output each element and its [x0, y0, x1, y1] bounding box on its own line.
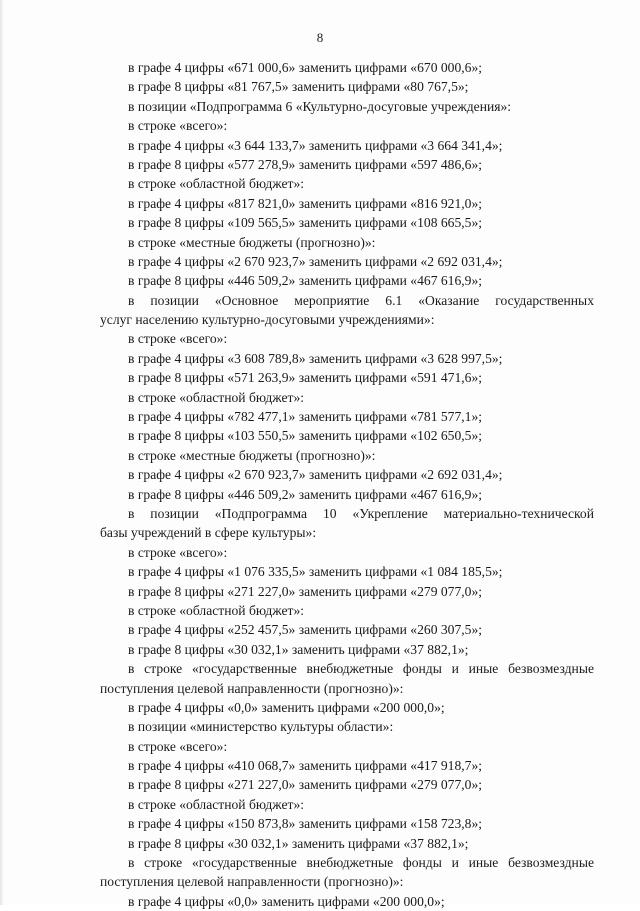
text-line: в позиции «Подпрограмма 10 «Укрепление материально-технической — [128, 505, 594, 521]
text-line: базы учреждений в сфере культуры»: — [100, 525, 317, 541]
text-line: в графе 4 цифры «2 670 923,7» заменить цифрами «2 692 031,4»; — [128, 253, 503, 269]
text-line: в строке «областной бюджет»: — [128, 602, 305, 618]
text-line: в строке «всего»: — [128, 738, 228, 754]
text-line: в графе 4 цифры «3 608 789,8» заменить цифрами «3 628 997,5»; — [128, 350, 503, 366]
text-line: в графе 8 цифры «446 509,2» заменить цифрами «467 616,9»; — [128, 486, 483, 502]
text-line: услуг населению культурно-досуговыми учреждениями»: — [100, 312, 435, 328]
text-line: в графе 8 цифры «271 227,0» заменить цифрами «279 077,0»; — [128, 777, 483, 793]
text-line: в графе 4 цифры «2 670 923,7» заменить цифрами «2 692 031,4»; — [128, 467, 503, 483]
text-line: в строке «областной бюджет»: — [128, 796, 305, 812]
text-line: в строке «областной бюджет»: — [128, 389, 305, 405]
text-line: в графе 4 цифры «3 644 133,7» заменить цифрами «3 664 341,4»; — [128, 137, 503, 153]
text-line: в графе 4 цифры «1 076 335,5» заменить цифрами «1 084 185,5»; — [128, 564, 503, 580]
text-line: в строке «областной бюджет»: — [128, 176, 305, 192]
text-line: в графе 4 цифры «150 873,8» заменить цифрами «158 723,8»; — [128, 816, 483, 832]
text-line: в графе 4 цифры «252 457,5» заменить цифрами «260 307,5»; — [128, 622, 483, 638]
text-line: в графе 8 цифры «30 032,1» заменить цифрами «37 882,1»; — [128, 641, 469, 657]
text-line: в графе 8 цифры «571 263,9» заменить цифрами «591 471,6»; — [128, 370, 483, 386]
text-line: в строке «государственные внебюджетные фонды и иные безвозмездные — [128, 855, 594, 871]
text-line: в строке «всего»: — [128, 331, 228, 347]
text-line: в графе 4 цифры «410 068,7» заменить цифрами «417 918,7»; — [128, 758, 483, 774]
text-line: в строке «государственные внебюджетные фонды и иные безвозмездные — [128, 661, 594, 677]
text-line: в строке «всего»: — [128, 118, 228, 134]
text-line: в графе 8 цифры «446 509,2» заменить цифрами «467 616,9»; — [128, 273, 483, 289]
text-line: поступления целевой направленности (прогнозно)»: — [100, 680, 404, 696]
text-line: поступления целевой направленности (прогнозно)»: — [100, 874, 404, 890]
text-line: в графе 4 цифры «782 477,1» заменить цифрами «781 577,1»; — [128, 409, 483, 425]
text-line: в графе 4 цифры «0,0» заменить цифрами «200 000,0»; — [128, 699, 445, 715]
text-line: в графе 8 цифры «103 550,5» заменить цифрами «102 650,5»; — [128, 428, 483, 444]
document-body — [100, 58, 594, 911]
text-line: в строке «всего»: — [128, 544, 228, 560]
text-line: в позиции «Основное мероприятие 6.1 «Оказание государственных — [128, 292, 594, 308]
text-line: в графе 8 цифры «30 032,1» заменить цифрами «37 882,1»; — [128, 835, 469, 851]
text-line: в строке «местные бюджеты (прогнозно)»: — [128, 447, 376, 463]
text-line: в позиции «министерство культуры области»: — [128, 719, 394, 735]
text-line: в позиции «Подпрограмма 6 «Культурно-досуговые учреждения»: — [128, 98, 512, 114]
page-number: 8 — [316, 30, 324, 45]
scan-edge-shadow — [0, 0, 4, 905]
text-line: в графе 8 цифры «81 767,5» заменить цифрами «80 767,5»; — [128, 79, 469, 95]
text-line: в графе 4 цифры «671 000,6» заменить цифрами «670 000,6»; — [128, 60, 483, 75]
text-line: в графе 4 цифры «817 821,0» заменить цифрами «816 921,0»; — [128, 195, 483, 211]
text-line: в графе 8 цифры «109 565,5» заменить цифрами «108 665,5»; — [128, 215, 483, 231]
text-line: в графе 8 цифры «577 278,9» заменить цифрами «597 486,6»; — [128, 156, 483, 172]
text-line: в графе 4 цифры «0,0» заменить цифрами «200 000,0»; — [128, 893, 445, 909]
text-line: в графе 8 цифры «271 227,0» заменить цифрами «279 077,0»; — [128, 583, 483, 599]
text-line: в строке «местные бюджеты (прогнозно)»: — [128, 234, 376, 250]
